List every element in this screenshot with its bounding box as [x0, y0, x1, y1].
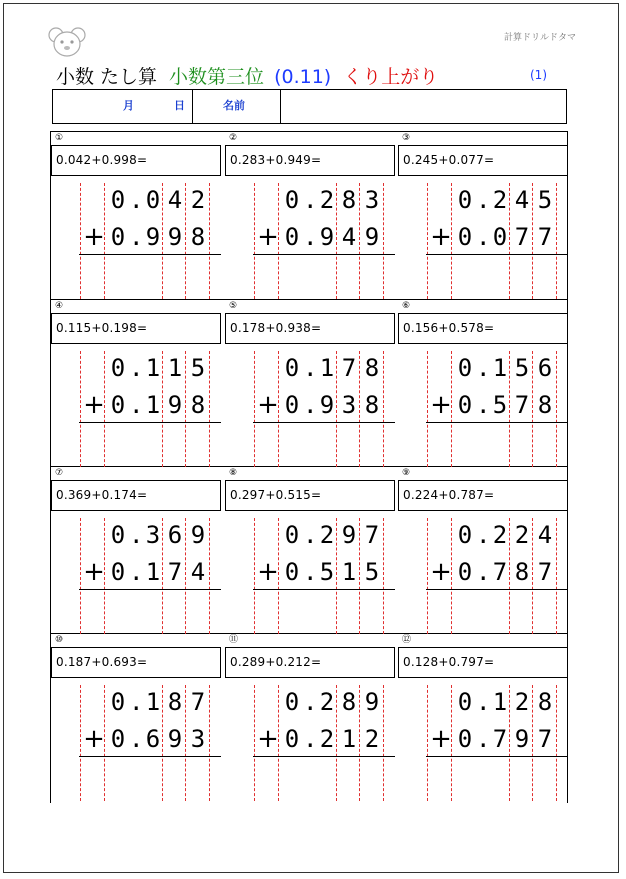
problem-number: ⑧: [229, 468, 238, 478]
answer-area[interactable]: [79, 760, 221, 796]
digit: 8: [167, 688, 183, 716]
digit: 9: [364, 688, 380, 716]
digit: 0: [457, 558, 473, 586]
decimal-point: .: [303, 223, 318, 251]
problem-number: ⑥: [402, 301, 411, 311]
expression-box[interactable]: 0.289+0.212=: [225, 647, 395, 678]
answer-line: [79, 422, 221, 423]
digit: 0: [110, 354, 126, 382]
answer-line: [253, 254, 395, 255]
answer-line: [426, 422, 568, 423]
date-cell[interactable]: [53, 90, 193, 123]
decimal-point: .: [129, 558, 144, 586]
decimal-point: .: [129, 725, 144, 753]
problem-number: ⑤: [229, 301, 238, 311]
digit: 7: [537, 223, 553, 251]
plus-sign: +: [257, 557, 279, 587]
digit: 9: [190, 521, 206, 549]
digit: 7: [492, 558, 508, 586]
answer-area[interactable]: [79, 593, 221, 629]
answer-line: [253, 422, 395, 423]
problem-cell: [225, 300, 397, 465]
digit: 1: [145, 354, 161, 382]
digit: 0: [492, 223, 508, 251]
decimal-point: .: [129, 391, 144, 419]
digit: 5: [190, 354, 206, 382]
title-level: 小数第三位: [169, 66, 265, 88]
digit: 5: [514, 354, 530, 382]
digit: 0: [457, 521, 473, 549]
digit: 1: [492, 688, 508, 716]
problem-cell: [225, 634, 397, 799]
plus-sign: +: [257, 222, 279, 252]
digit: 3: [145, 521, 161, 549]
plus-sign: +: [257, 724, 279, 754]
expression-box[interactable]: 0.156+0.578=: [398, 313, 568, 344]
digit: 9: [167, 725, 183, 753]
problem-number: ④: [55, 301, 64, 311]
problem-number: ⑨: [402, 468, 411, 478]
title-code: (0.11): [274, 66, 332, 88]
answer-area[interactable]: [79, 258, 221, 294]
digit: 5: [319, 558, 335, 586]
decimal-point: .: [476, 223, 491, 251]
digit: 6: [167, 521, 183, 549]
decimal-point: .: [476, 688, 491, 716]
digit: 0: [457, 391, 473, 419]
digit: 9: [514, 725, 530, 753]
digit: 7: [537, 725, 553, 753]
digit: 1: [167, 354, 183, 382]
digit: 9: [364, 223, 380, 251]
digit: 0: [145, 186, 161, 214]
digit: 0: [110, 223, 126, 251]
digit: 7: [537, 558, 553, 586]
plus-sign: +: [430, 557, 452, 587]
answer-line: [426, 254, 568, 255]
decimal-point: .: [303, 186, 318, 214]
digit: 6: [145, 725, 161, 753]
answer-area[interactable]: [426, 426, 568, 462]
problem-number: ⑩: [55, 635, 64, 645]
problem-number: ⑪: [229, 635, 239, 645]
digit: 4: [167, 186, 183, 214]
expression-box[interactable]: 0.115+0.198=: [51, 313, 221, 344]
digit: 0: [110, 725, 126, 753]
digit: 7: [167, 558, 183, 586]
expression-box[interactable]: 0.283+0.949=: [225, 145, 395, 176]
digit: 9: [319, 391, 335, 419]
title-carry: くり上がり: [343, 66, 439, 88]
digit: 9: [319, 223, 335, 251]
decimal-point: .: [303, 521, 318, 549]
digit: 0: [110, 186, 126, 214]
digit: 8: [364, 354, 380, 382]
decimal-point: .: [476, 391, 491, 419]
worksheet-title: [56, 62, 438, 89]
digit: 9: [341, 521, 357, 549]
digit: 2: [319, 186, 335, 214]
digit: 2: [492, 186, 508, 214]
digit: 7: [341, 354, 357, 382]
problem-cell: [225, 132, 397, 297]
digit: 5: [537, 186, 553, 214]
answer-line: [426, 589, 568, 590]
digit: 0: [284, 725, 300, 753]
digit: 1: [145, 688, 161, 716]
answer-line: [79, 589, 221, 590]
plus-sign: +: [83, 390, 105, 420]
digit: 0: [457, 186, 473, 214]
digit: 8: [341, 688, 357, 716]
expression-box[interactable]: 0.224+0.787=: [398, 480, 568, 511]
problem-cell: [51, 634, 223, 799]
expression-box[interactable]: 0.042+0.998=: [51, 145, 221, 176]
digit: 8: [364, 391, 380, 419]
problem-cell: [51, 467, 223, 632]
plus-sign: +: [257, 390, 279, 420]
answer-line: [79, 254, 221, 255]
decimal-point: .: [129, 521, 144, 549]
digit: 4: [190, 558, 206, 586]
digit: 1: [145, 558, 161, 586]
digit: 8: [537, 688, 553, 716]
plus-sign: +: [83, 557, 105, 587]
digit: 7: [190, 688, 206, 716]
answer-area[interactable]: [426, 760, 568, 796]
expression-box[interactable]: 0.178+0.938=: [225, 313, 395, 344]
digit: 1: [341, 725, 357, 753]
digit: 1: [145, 391, 161, 419]
problem-number: ①: [55, 133, 64, 143]
answer-area[interactable]: [253, 593, 395, 629]
digit: 8: [514, 558, 530, 586]
decimal-point: .: [129, 688, 144, 716]
digit: 2: [514, 521, 530, 549]
digit: 0: [284, 186, 300, 214]
digit: 0: [284, 223, 300, 251]
digit: 2: [190, 186, 206, 214]
answer-area[interactable]: [426, 593, 568, 629]
decimal-point: .: [476, 354, 491, 382]
expression-box[interactable]: 0.187+0.693=: [51, 647, 221, 678]
plus-sign: +: [430, 222, 452, 252]
decimal-point: .: [129, 223, 144, 251]
digit: 2: [514, 688, 530, 716]
digit: 0: [284, 521, 300, 549]
digit: 8: [190, 391, 206, 419]
answer-area[interactable]: [426, 258, 568, 294]
answer-line: [253, 756, 395, 757]
plus-sign: +: [83, 222, 105, 252]
problem-cell: [398, 300, 570, 465]
problem-number: ③: [402, 133, 411, 143]
answer-line: [426, 756, 568, 757]
problem-number: ②: [229, 133, 238, 143]
digit: 0: [457, 725, 473, 753]
expression-box[interactable]: 0.297+0.515=: [225, 480, 395, 511]
digit: 2: [492, 521, 508, 549]
decimal-point: .: [476, 558, 491, 586]
decimal-point: .: [303, 725, 318, 753]
digit: 5: [364, 558, 380, 586]
digit: 0: [457, 223, 473, 251]
expression-box[interactable]: 0.245+0.077=: [398, 145, 568, 176]
digit: 9: [145, 223, 161, 251]
answer-area[interactable]: [253, 258, 395, 294]
name-field[interactable]: [281, 90, 566, 123]
brand-label: 計算ドリルドタマ: [503, 33, 576, 43]
title-main: 小数 たし算: [56, 66, 158, 88]
digit: 0: [284, 558, 300, 586]
digit: 2: [319, 688, 335, 716]
digit: 3: [190, 725, 206, 753]
expression-box[interactable]: 0.128+0.797=: [398, 647, 568, 678]
digit: 3: [364, 186, 380, 214]
digit: 7: [514, 223, 530, 251]
digit: 0: [110, 391, 126, 419]
digit: 7: [514, 391, 530, 419]
digit: 0: [284, 354, 300, 382]
problem-cell: [398, 132, 570, 297]
decimal-point: .: [303, 558, 318, 586]
decimal-point: .: [303, 354, 318, 382]
name-label-cell: [193, 90, 281, 123]
digit: 6: [537, 354, 553, 382]
digit: 8: [341, 186, 357, 214]
page-number: (1): [530, 68, 547, 82]
digit: 4: [341, 223, 357, 251]
digit: 8: [537, 391, 553, 419]
answer-line: [253, 589, 395, 590]
digit: 2: [364, 725, 380, 753]
digit: 0: [457, 354, 473, 382]
decimal-point: .: [129, 186, 144, 214]
problem-number: ⑦: [55, 468, 64, 478]
digit: 4: [537, 521, 553, 549]
answer-line: [79, 756, 221, 757]
digit: 0: [110, 688, 126, 716]
mouse-logo-icon: [48, 26, 86, 58]
decimal-point: .: [476, 521, 491, 549]
decimal-point: .: [476, 725, 491, 753]
problem-number: ⑫: [402, 635, 412, 645]
digit: 7: [364, 521, 380, 549]
digit: 0: [284, 688, 300, 716]
name-label: 名前: [223, 99, 245, 112]
decimal-point: .: [303, 688, 318, 716]
digit: 7: [492, 725, 508, 753]
digit: 4: [514, 186, 530, 214]
digit: 2: [319, 521, 335, 549]
problem-cell: [398, 467, 570, 632]
digit: 1: [341, 558, 357, 586]
answer-area[interactable]: [79, 426, 221, 462]
name-date-box: [52, 89, 567, 124]
digit: 0: [110, 521, 126, 549]
answer-area[interactable]: [253, 426, 395, 462]
decimal-point: .: [476, 186, 491, 214]
answer-area[interactable]: [253, 760, 395, 796]
digit: 0: [110, 558, 126, 586]
digit: 9: [167, 223, 183, 251]
decimal-point: .: [129, 354, 144, 382]
problem-cell: [398, 634, 570, 799]
digit: 3: [341, 391, 357, 419]
plus-sign: +: [83, 724, 105, 754]
day-label: 日: [174, 99, 185, 112]
problem-cell: [225, 467, 397, 632]
digit: 8: [190, 223, 206, 251]
problem-cell: [51, 132, 223, 297]
problem-cell: [51, 300, 223, 465]
digit: 5: [492, 391, 508, 419]
digit: 1: [492, 354, 508, 382]
digit: 9: [167, 391, 183, 419]
digit: 2: [319, 725, 335, 753]
digit: 0: [284, 391, 300, 419]
month-label: 月: [123, 99, 134, 112]
decimal-point: .: [303, 391, 318, 419]
plus-sign: +: [430, 390, 452, 420]
expression-box[interactable]: 0.369+0.174=: [51, 480, 221, 511]
digit: 0: [457, 688, 473, 716]
digit: 1: [319, 354, 335, 382]
plus-sign: +: [430, 724, 452, 754]
